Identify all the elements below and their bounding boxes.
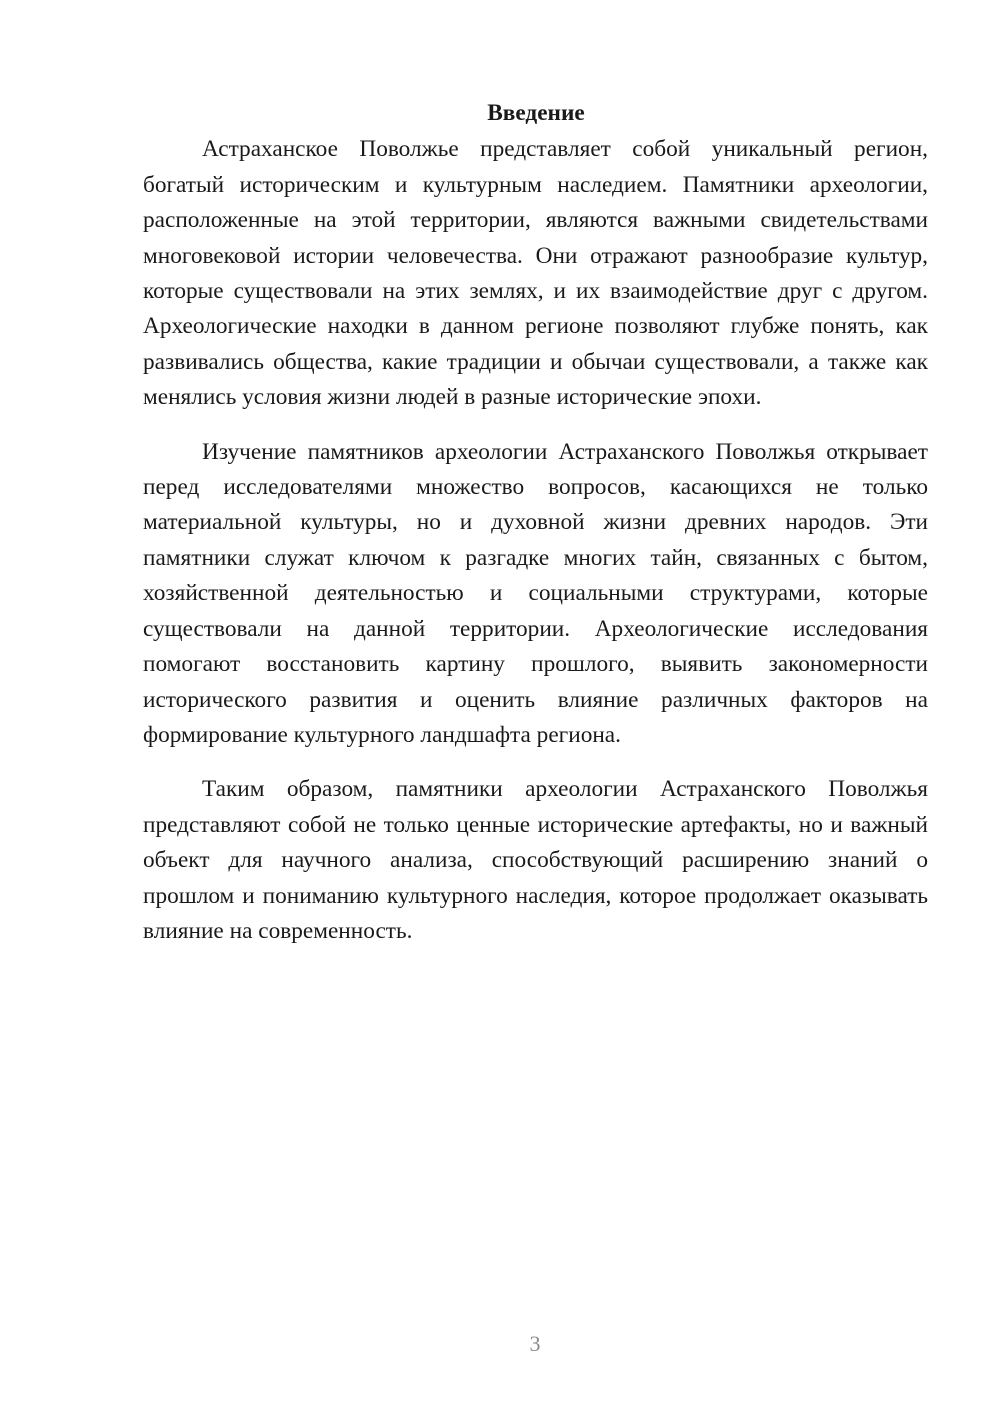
page-number: 3: [529, 1331, 541, 1356]
document-body: [143, 96, 928, 949]
paragraph: Изучение памятников археологии Астраханского Поволжья открывает перед исследователями множество вопросов, касающихся не только материальной культуры, но и духовной жизни древних народов. Эти памятники служат ключом к разгадке многих тайн, связанных с бытом, хозяйственной деятельностью и социальными структурами, которые существовали на данной территории. Археологические исследования помогают восстановить картину прошлого, выявить закономерности исторического развития и оценить влияние различных факторов на формирование культурного ландшафта региона.: [143, 438, 928, 748]
paragraph: Астраханское Поволжье представляет собой уникальный регион, богатый историческим и культурным наследием. Памятники археологии, расположенные на этой территории, являются важными свидетельствами многовековой истории человечества. Они отражают разнообразие культур, которые существовали на этих землях, и их взаимодействие друг с другом. Археологические находки в данном регионе позволяют глубже понять, как развивались общества, какие традиции и обычаи существовали, а также как менялись условия жизни людей в разные исторические эпохи.: [143, 136, 928, 411]
paragraph: Таким образом, памятники археологии Астраханского Поволжья представляют собой не только ценные исторические артефакты, но и важный объект для научного анализа, способствующий расширению знаний о прошлом и пониманию культурного наследия, которое продолжает оказывать влияние на современность.: [143, 776, 928, 944]
section-heading: Введение: [487, 100, 585, 126]
